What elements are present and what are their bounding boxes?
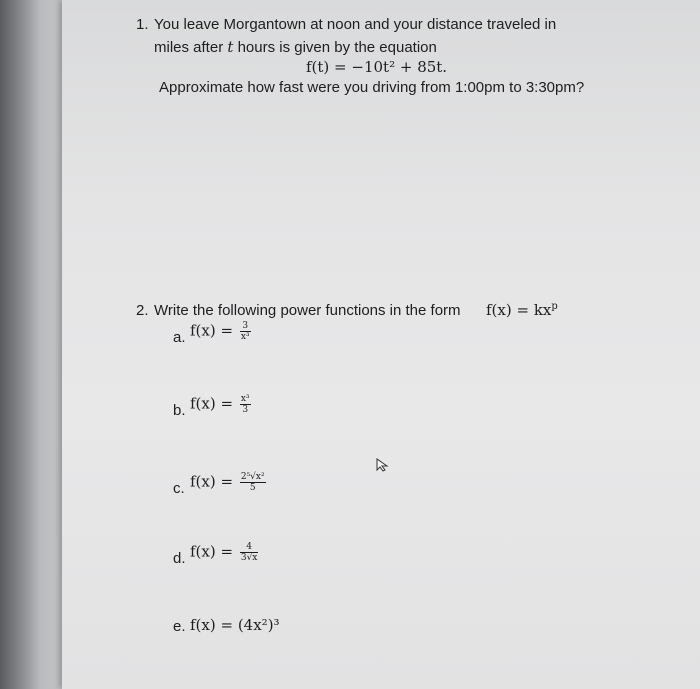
q2-item-b-denominator: 3	[242, 405, 249, 415]
q1-line2-prefix: miles after	[154, 39, 224, 56]
q2-item-b-label: b.	[173, 402, 186, 419]
q2-item-c-denominator: 5	[249, 483, 256, 493]
q2-item-d-expr	[190, 542, 258, 563]
q2-item-e-label: e.	[173, 618, 186, 635]
q2-item-d-fraction	[240, 542, 259, 563]
q1-question: Approximate how fast were you driving from 1:00pm to 3:30pm?	[159, 79, 585, 96]
q2-item-b-expr	[190, 394, 251, 415]
q2-item-e-expr: f(x) = (4x²)³	[190, 616, 280, 634]
q2-form	[486, 301, 558, 319]
q2-item-d-denominator: 3√x	[240, 553, 258, 563]
q2-item-a-label: a.	[173, 329, 186, 346]
q2-prompt: Write the following power functions in the form	[154, 302, 461, 319]
worksheet-paper	[62, 0, 700, 689]
q2-form-exp: p	[551, 301, 558, 312]
q2-item-b-lhs: f(x) =	[190, 394, 234, 413]
q2-item-c-label: c.	[173, 480, 185, 497]
q2-item-c-lhs: f(x) =	[190, 472, 234, 491]
q1-equation: f(t) = −10t² + 85t.	[306, 58, 448, 76]
q2-form-base: f(x) = kx	[486, 301, 552, 319]
q2-item-a-lhs: f(x) =	[190, 321, 234, 340]
q2-item-c-expr	[190, 472, 266, 493]
q2-item-c-fraction	[240, 472, 266, 493]
q2-item-a-expr	[190, 321, 251, 342]
q2-item-d-label: d.	[173, 550, 186, 567]
q2-number: 2.	[136, 302, 149, 319]
q2-item-a-fraction	[240, 321, 251, 342]
q1-number: 1.	[136, 16, 149, 33]
q2-item-c-numerator: 2⁵√x²	[240, 472, 265, 482]
q1-line2-var: t	[227, 38, 234, 56]
q2-item-a-numerator: 3	[240, 321, 251, 332]
q2-item-a-denominator: x³	[240, 332, 250, 342]
q2-item-d-numerator: 4	[240, 542, 259, 553]
q1-line2-suffix: hours is given by the equation	[237, 39, 437, 56]
q2-item-b-fraction	[240, 394, 251, 415]
q1-line2	[154, 38, 437, 56]
mouse-pointer-icon	[376, 458, 390, 472]
q2-item-b-numerator: x³	[240, 394, 250, 404]
q2-item-d-lhs: f(x) =	[190, 542, 234, 561]
q1-line1: You leave Morgantown at noon and your distance traveled in	[154, 16, 557, 33]
